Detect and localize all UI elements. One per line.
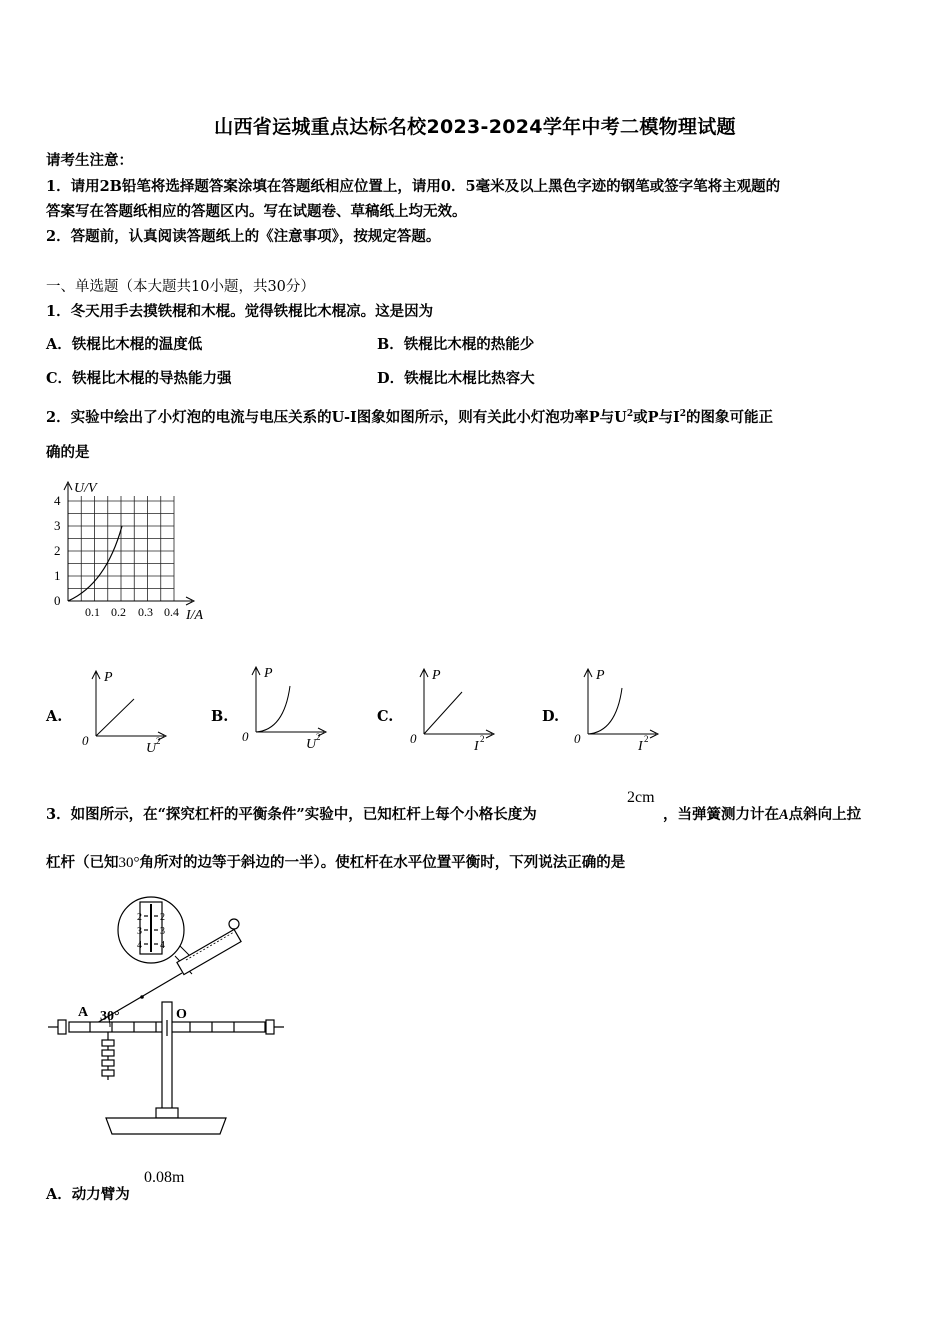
q3-angle: 30° xyxy=(118,855,140,871)
q2-option-d-label: D. xyxy=(542,708,560,725)
notice-heading: 请考生注意： xyxy=(46,152,133,169)
q2-option-a-ylabel: P xyxy=(104,670,113,685)
q2-option-d-graph xyxy=(572,662,664,754)
q3-option-a-value: 0.08m xyxy=(144,1169,185,1186)
q2-option-b-label: B. xyxy=(211,708,229,725)
hanging-weights xyxy=(102,1032,114,1080)
ui-graph-xtick: 0.4 xyxy=(164,605,179,619)
ui-graph-ytick: 2 xyxy=(54,543,61,558)
q3-stem-line1 xyxy=(46,805,537,825)
q2-option-c-graph xyxy=(408,662,500,754)
ui-graph-ytick: 3 xyxy=(54,518,61,533)
q2-option-a-label: A. xyxy=(46,708,63,725)
ui-graph-xtick: 0.1 xyxy=(85,605,100,619)
q1-stem: 1．冬天用手去摸铁棍和木棍。觉得铁棍比木棍凉。这是因为 xyxy=(46,303,434,320)
q2-stem-part2: 或P与I xyxy=(633,408,680,426)
q2-stem-part1: 2．实验中绘出了小灯泡的电流与电压关系的U-I图象如图所示，则有关此小灯泡功率P与U xyxy=(46,408,627,426)
ui-graph-ytick: 1 xyxy=(54,568,61,583)
q2-option-c-curve xyxy=(424,692,462,734)
lever-angle-label: 30° xyxy=(100,1009,120,1024)
ui-graph-origin: 0 xyxy=(54,593,61,608)
ui-graph-ylabel: U/V xyxy=(74,481,97,496)
q2-option-d-xlabel-sup: 2 xyxy=(644,734,649,744)
section-heading: 一、单选题（本大题共10小题，共30分） xyxy=(46,279,315,295)
lever-figure xyxy=(44,890,294,1146)
ui-graph-ytick: 4 xyxy=(54,493,61,508)
scale-label: 3 xyxy=(137,926,142,937)
q2-option-c-origin: 0 xyxy=(410,731,417,746)
q2-option-c-xlabel-sup: 2 xyxy=(480,734,485,744)
page-title: 山西省运城重点达标名校2023-2024学年中考二模物理试题 xyxy=(214,116,736,138)
lever-label-a: A xyxy=(78,1005,89,1020)
scale-label: 4 xyxy=(137,940,142,951)
q3-stem-part2: ，当弹簧测力计在 xyxy=(663,806,779,823)
scale-label: 2 xyxy=(160,912,165,923)
q2-stem-part3: 的图象可能正 xyxy=(686,408,774,426)
q2-option-a-xlabel: U xyxy=(146,741,157,756)
q3-stem-line2 xyxy=(46,853,625,873)
scale-label: 2 xyxy=(137,912,142,923)
q3-stem-part1: 3．如图所示，在“探究杠杆的平衡条件”实验中，已知杠杆上每个小格长度为 xyxy=(46,806,537,823)
q2-superscript-1: 2 xyxy=(626,409,634,419)
q2-option-d-origin: 0 xyxy=(574,731,581,746)
q1-option-b: B．铁棍比木棍的热能少 xyxy=(377,336,535,353)
scale-label: 4 xyxy=(160,940,165,951)
ui-graph xyxy=(40,476,220,626)
q3-stem-part5: 角所对的边等于斜边的一半）。使杠杆在水平位置平衡时，下列说法正确的是 xyxy=(139,854,626,871)
q2-option-c-xlabel: I xyxy=(474,739,479,754)
q3-stem-part4: 杠杆（已知 xyxy=(46,854,119,871)
q2-superscript-2: 2 xyxy=(679,409,687,419)
q2-option-a-curve xyxy=(96,699,134,736)
q2-option-b-xlabel-sup: 2 xyxy=(316,732,321,742)
q3-point-a: A xyxy=(779,807,789,823)
ui-graph-xtick: 0.3 xyxy=(138,605,153,619)
q2-option-d-ylabel: P xyxy=(596,668,605,683)
q2-option-a-xlabel-sup: 2 xyxy=(156,736,161,746)
notice-line-2: 答案写在答题纸相应的答题区内。写在试题卷、草稿纸上均无效。 xyxy=(46,203,467,220)
q3-option-a: A．动力臂为 xyxy=(46,1186,130,1203)
q1-option-a: A．铁棍比木棍的温度低 xyxy=(46,336,203,353)
lever-label-o: O xyxy=(176,1007,187,1022)
ui-graph-grid xyxy=(68,496,174,601)
ui-graph-xtick: 0.2 xyxy=(111,605,126,619)
q2-stem-line2: 确的是 xyxy=(46,444,90,461)
q2-option-a-origin: 0 xyxy=(82,733,89,748)
q2-option-c-label: C. xyxy=(377,708,394,725)
q2-option-b-curve xyxy=(256,686,290,732)
q2-option-c-ylabel: P xyxy=(432,668,441,683)
q3-grid-length: 2cm xyxy=(627,789,655,806)
notice-line-3: 2．答题前，认真阅读答题纸上的《注意事项》，按规定答题。 xyxy=(46,228,441,245)
ui-graph-axes xyxy=(64,482,194,605)
q2-option-a-graph xyxy=(80,664,172,756)
q2-option-d-xlabel: I xyxy=(638,739,643,754)
q2-option-b-origin: 0 xyxy=(242,729,249,744)
q2-option-b-xlabel: U xyxy=(306,737,317,752)
q1-option-c: C．铁棍比木棍的导热能力强 xyxy=(46,370,232,387)
q2-stem xyxy=(46,404,773,428)
q3-stem-line1-cont xyxy=(663,805,861,825)
q2-option-b-graph xyxy=(240,660,332,752)
q1-option-d: D．铁棍比木棍比热容大 xyxy=(377,370,535,387)
q3-stem-part3: 点斜向上拉 xyxy=(788,806,862,823)
q2-option-d-curve xyxy=(588,688,622,734)
scale-label: 3 xyxy=(160,926,165,937)
spring-scale xyxy=(177,919,241,975)
notice-line-1: 1．请用2B铅笔将选择题答案涂填在答题纸相应位置上，请用0．5毫米及以上黑色字迹的钢笔或签字笔将主观题的 xyxy=(46,178,781,195)
q2-option-b-ylabel: P xyxy=(264,666,273,681)
ui-graph-xlabel: I/A xyxy=(186,608,204,623)
